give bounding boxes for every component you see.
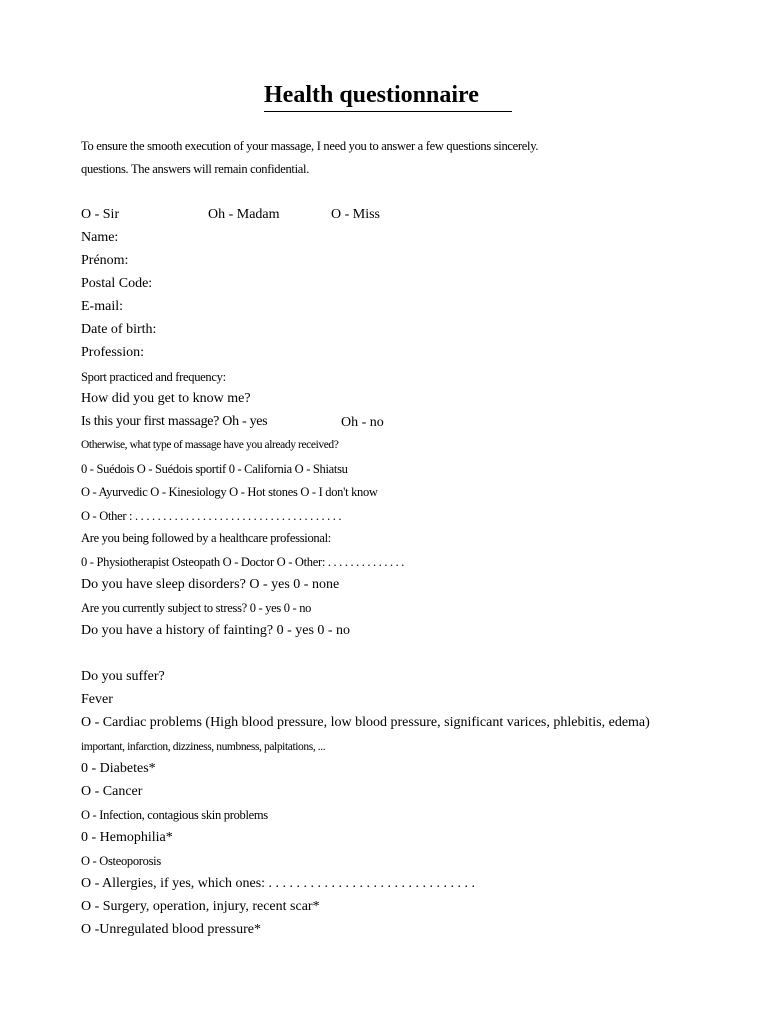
field-profession: Profession: (81, 345, 144, 360)
civility-madam-option[interactable]: Oh - Madam (208, 207, 280, 222)
sleep-disorders-question[interactable]: Do you have sleep disorders? O - yes 0 - none (81, 577, 340, 592)
first-massage-no-option[interactable]: Oh - no (341, 415, 384, 430)
suffer-cancer[interactable]: O - Cancer (81, 784, 143, 799)
suffer-infection[interactable]: O - Infection, contagious skin problems (81, 808, 268, 822)
massage-type-question: Otherwise, what type of massage have you already received? (81, 439, 339, 451)
civility-sir-option[interactable]: O - Sir (81, 207, 120, 222)
suffer-cardiac[interactable]: O - Cardiac problems (High blood pressure, low blood pressure, significant varices, phlebitis, edema) (81, 715, 650, 730)
field-how-known: How did you get to know me? (81, 391, 251, 406)
suffer-osteoporosis[interactable]: O - Osteoporosis (81, 854, 161, 868)
first-massage-question[interactable]: Is this your first massage? Oh - yes (81, 414, 268, 429)
field-first-name: Prénom: (81, 253, 129, 268)
field-date-of-birth: Date of birth: (81, 322, 157, 337)
fainting-question[interactable]: Do you have a history of fainting? 0 - yes 0 - no (81, 623, 351, 638)
field-postal-code: Postal Code: (81, 276, 153, 291)
intro-line-1: To ensure the smooth execution of your massage, I need you to answer a few questions sincerely. (81, 139, 539, 153)
suffer-surgery[interactable]: O - Surgery, operation, injury, recent scar* (81, 899, 320, 914)
suffer-fever[interactable]: Fever (81, 692, 113, 707)
suffer-allergies[interactable]: O - Allergies, if yes, which ones: . . . . . . . . . . . . . . . . . . . . . . . . . . . . . . (81, 876, 476, 891)
suffer-diabetes[interactable]: 0 - Diabetes* (81, 761, 156, 776)
civility-miss-option[interactable]: O - Miss (331, 207, 381, 222)
page-title: Health questionnaire (264, 80, 512, 112)
massage-type-options-row-1[interactable]: 0 - Suédois O - Suédois sportif 0 - California O - Shiatsu (81, 462, 348, 476)
field-name: Name: (81, 230, 119, 245)
healthcare-question: Are you being followed by a healthcare professional: (81, 531, 331, 545)
suffer-blood-pressure[interactable]: O -Unregulated blood pressure* (81, 922, 262, 937)
suffer-heading: Do you suffer? (81, 669, 165, 684)
field-sport: Sport practiced and frequency: (81, 370, 226, 384)
suffer-hemophilia[interactable]: 0 - Hemophilia* (81, 830, 173, 845)
intro-line-2: questions. The answers will remain confidential. (81, 162, 310, 176)
healthcare-options[interactable]: 0 - Physiotherapist Osteopath O - Doctor O - Other: . . . . . . . . . . . . . . (81, 555, 405, 569)
stress-question[interactable]: Are you currently subject to stress? 0 - yes 0 - no (81, 601, 312, 615)
suffer-cardiac-detail: important, infarction, dizziness, numbness, palpitations, ... (81, 741, 326, 753)
field-email: E-mail: (81, 299, 123, 314)
massage-type-other[interactable]: O - Other : . . . . . . . . . . . . . . . . . . . . . . . . . . . . . . . . . . . . . (81, 509, 342, 523)
massage-type-options-row-2[interactable]: O - Ayurvedic O - Kinesiology O - Hot stones O - I don't know (81, 485, 378, 499)
